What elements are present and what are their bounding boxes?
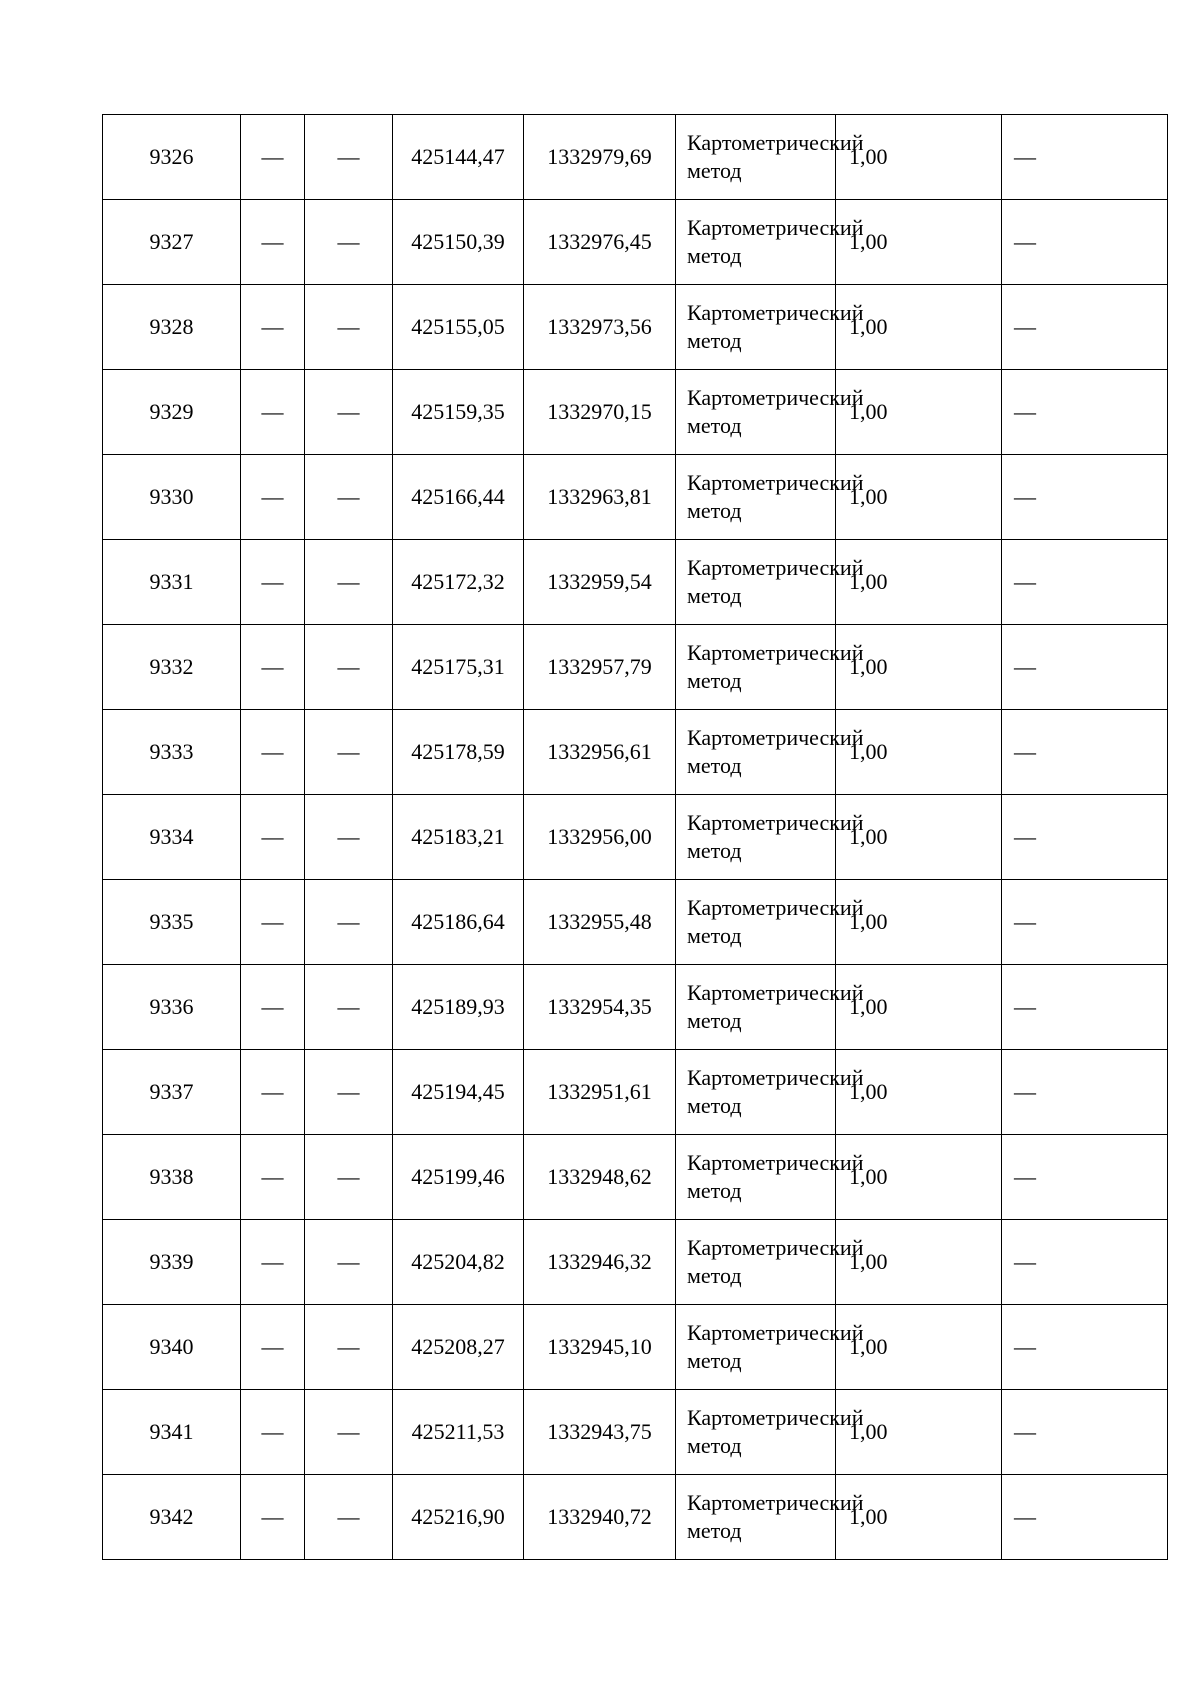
dash-cell: — (1002, 1475, 1168, 1560)
dash-cell: — (241, 1305, 305, 1390)
precision-cell: 1,00 (836, 625, 1002, 710)
x-coordinate-cell: 425199,46 (393, 1135, 524, 1220)
y-coordinate-cell: 1332976,45 (524, 200, 676, 285)
dash-cell: — (241, 200, 305, 285)
dash-cell: — (1002, 1050, 1168, 1135)
method-cell: Картометрический метод (676, 455, 836, 540)
dash-cell: — (241, 455, 305, 540)
precision-cell: 1,00 (836, 1135, 1002, 1220)
dash-cell: — (1002, 795, 1168, 880)
precision-cell: 1,00 (836, 965, 1002, 1050)
table-row (103, 1220, 1168, 1305)
point-number-cell: 9332 (103, 625, 241, 710)
method-cell: Картометрический метод (676, 1135, 836, 1220)
method-cell: Картометрический метод (676, 710, 836, 795)
dash-cell: — (241, 965, 305, 1050)
point-number-cell: 9335 (103, 880, 241, 965)
method-cell: Картометрический метод (676, 625, 836, 710)
precision-cell: 1,00 (836, 455, 1002, 540)
dash-cell: — (1002, 965, 1168, 1050)
dash-cell: — (1002, 1390, 1168, 1475)
table-row (103, 200, 1168, 285)
dash-cell: — (1002, 285, 1168, 370)
table-row (103, 880, 1168, 965)
x-coordinate-cell: 425189,93 (393, 965, 524, 1050)
method-cell: Картометрический метод (676, 200, 836, 285)
y-coordinate-cell: 1332973,56 (524, 285, 676, 370)
table-row (103, 710, 1168, 795)
point-number-cell: 9333 (103, 710, 241, 795)
x-coordinate-cell: 425155,05 (393, 285, 524, 370)
dash-cell: — (305, 370, 393, 455)
x-coordinate-cell: 425175,31 (393, 625, 524, 710)
table-row (103, 795, 1168, 880)
dash-cell: — (1002, 115, 1168, 200)
dash-cell: — (1002, 625, 1168, 710)
dash-cell: — (305, 880, 393, 965)
precision-cell: 1,00 (836, 370, 1002, 455)
dash-cell: — (1002, 710, 1168, 795)
point-number-cell: 9330 (103, 455, 241, 540)
y-coordinate-cell: 1332955,48 (524, 880, 676, 965)
y-coordinate-cell: 1332945,10 (524, 1305, 676, 1390)
dash-cell: — (241, 1390, 305, 1475)
dash-cell: — (1002, 880, 1168, 965)
y-coordinate-cell: 1332954,35 (524, 965, 676, 1050)
x-coordinate-cell: 425144,47 (393, 115, 524, 200)
dash-cell: — (305, 795, 393, 880)
dash-cell: — (241, 1135, 305, 1220)
precision-cell: 1,00 (836, 1305, 1002, 1390)
method-cell: Картометрический метод (676, 965, 836, 1050)
y-coordinate-cell: 1332959,54 (524, 540, 676, 625)
dash-cell: — (1002, 1220, 1168, 1305)
dash-cell: — (305, 1135, 393, 1220)
dash-cell: — (241, 625, 305, 710)
precision-cell: 1,00 (836, 1220, 1002, 1305)
y-coordinate-cell: 1332956,00 (524, 795, 676, 880)
point-number-cell: 9326 (103, 115, 241, 200)
dash-cell: — (1002, 200, 1168, 285)
table-row (103, 540, 1168, 625)
dash-cell: — (241, 880, 305, 965)
x-coordinate-cell: 425150,39 (393, 200, 524, 285)
y-coordinate-cell: 1332970,15 (524, 370, 676, 455)
precision-cell: 1,00 (836, 1390, 1002, 1475)
x-coordinate-cell: 425172,32 (393, 540, 524, 625)
point-number-cell: 9338 (103, 1135, 241, 1220)
y-coordinate-cell: 1332943,75 (524, 1390, 676, 1475)
dash-cell: — (241, 1050, 305, 1135)
y-coordinate-cell: 1332979,69 (524, 115, 676, 200)
precision-cell: 1,00 (836, 285, 1002, 370)
dash-cell: — (305, 710, 393, 795)
method-cell: Картометрический метод (676, 1475, 836, 1560)
table-row (103, 1475, 1168, 1560)
point-number-cell: 9328 (103, 285, 241, 370)
precision-cell: 1,00 (836, 1050, 1002, 1135)
table-row (103, 285, 1168, 370)
x-coordinate-cell: 425183,21 (393, 795, 524, 880)
method-cell: Картометрический метод (676, 370, 836, 455)
method-cell: Картометрический метод (676, 540, 836, 625)
table-row (103, 115, 1168, 200)
x-coordinate-cell: 425159,35 (393, 370, 524, 455)
point-number-cell: 9339 (103, 1220, 241, 1305)
dash-cell: — (305, 115, 393, 200)
table-row (103, 625, 1168, 710)
y-coordinate-cell: 1332946,32 (524, 1220, 676, 1305)
dash-cell: — (241, 540, 305, 625)
dash-cell: — (1002, 1135, 1168, 1220)
dash-cell: — (305, 1050, 393, 1135)
table-row (103, 1050, 1168, 1135)
dash-cell: — (241, 1220, 305, 1305)
y-coordinate-cell: 1332957,79 (524, 625, 676, 710)
method-cell: Картометрический метод (676, 1050, 836, 1135)
point-number-cell: 9341 (103, 1390, 241, 1475)
point-number-cell: 9331 (103, 540, 241, 625)
dash-cell: — (1002, 455, 1168, 540)
point-number-cell: 9342 (103, 1475, 241, 1560)
y-coordinate-cell: 1332951,61 (524, 1050, 676, 1135)
method-cell: Картометрический метод (676, 1305, 836, 1390)
point-number-cell: 9340 (103, 1305, 241, 1390)
dash-cell: — (1002, 1305, 1168, 1390)
point-number-cell: 9336 (103, 965, 241, 1050)
table-row (103, 455, 1168, 540)
y-coordinate-cell: 1332956,61 (524, 710, 676, 795)
dash-cell: — (241, 710, 305, 795)
x-coordinate-cell: 425178,59 (393, 710, 524, 795)
dash-cell: — (305, 625, 393, 710)
dash-cell: — (241, 370, 305, 455)
y-coordinate-cell: 1332940,72 (524, 1475, 676, 1560)
precision-cell: 1,00 (836, 540, 1002, 625)
dash-cell: — (241, 1475, 305, 1560)
precision-cell: 1,00 (836, 200, 1002, 285)
table-body (103, 115, 1168, 1560)
x-coordinate-cell: 425208,27 (393, 1305, 524, 1390)
dash-cell: — (305, 200, 393, 285)
y-coordinate-cell: 1332963,81 (524, 455, 676, 540)
table-row (103, 1305, 1168, 1390)
method-cell: Картометрический метод (676, 795, 836, 880)
x-coordinate-cell: 425211,53 (393, 1390, 524, 1475)
method-cell: Картометрический метод (676, 1220, 836, 1305)
x-coordinate-cell: 425194,45 (393, 1050, 524, 1135)
dash-cell: — (305, 1220, 393, 1305)
dash-cell: — (305, 1475, 393, 1560)
dash-cell: — (305, 965, 393, 1050)
point-number-cell: 9334 (103, 795, 241, 880)
dash-cell: — (1002, 370, 1168, 455)
table-row (103, 1135, 1168, 1220)
point-number-cell: 9327 (103, 200, 241, 285)
x-coordinate-cell: 425186,64 (393, 880, 524, 965)
dash-cell: — (305, 1305, 393, 1390)
precision-cell: 1,00 (836, 710, 1002, 795)
coordinates-table (102, 114, 1168, 1560)
point-number-cell: 9337 (103, 1050, 241, 1135)
x-coordinate-cell: 425216,90 (393, 1475, 524, 1560)
dash-cell: — (305, 455, 393, 540)
precision-cell: 1,00 (836, 795, 1002, 880)
method-cell: Картометрический метод (676, 285, 836, 370)
x-coordinate-cell: 425204,82 (393, 1220, 524, 1305)
point-number-cell: 9329 (103, 370, 241, 455)
method-cell: Картометрический метод (676, 880, 836, 965)
dash-cell: — (305, 540, 393, 625)
precision-cell: 1,00 (836, 880, 1002, 965)
dash-cell: — (305, 285, 393, 370)
method-cell: Картометрический метод (676, 1390, 836, 1475)
dash-cell: — (241, 285, 305, 370)
y-coordinate-cell: 1332948,62 (524, 1135, 676, 1220)
x-coordinate-cell: 425166,44 (393, 455, 524, 540)
dash-cell: — (241, 795, 305, 880)
method-cell: Картометрический метод (676, 115, 836, 200)
precision-cell: 1,00 (836, 115, 1002, 200)
table-row (103, 1390, 1168, 1475)
dash-cell: — (241, 115, 305, 200)
dash-cell: — (305, 1390, 393, 1475)
precision-cell: 1,00 (836, 1475, 1002, 1560)
dash-cell: — (1002, 540, 1168, 625)
table-row (103, 370, 1168, 455)
table-row (103, 965, 1168, 1050)
